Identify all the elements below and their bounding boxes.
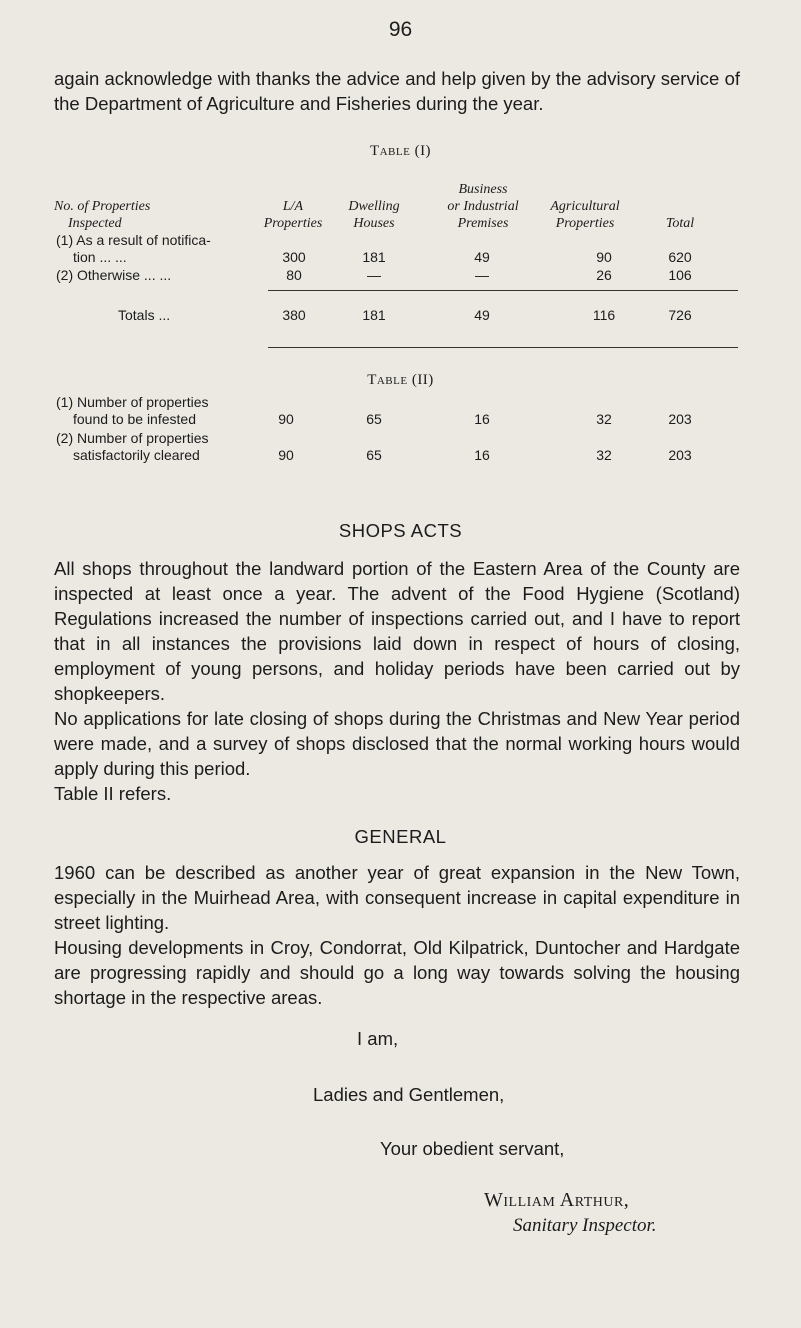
cell-dwelling: 65 — [366, 411, 382, 427]
total-agricultural: 116 — [592, 307, 616, 323]
signatory-title: Sanitary Inspector. — [513, 1215, 657, 1236]
general-paragraph-1: 1960 can be described as another year of great expansion in the New Town, especially in the Muirhead Area, with consequent increase in capital expenditure in street lighting. — [54, 862, 740, 933]
table1-rule-top — [268, 290, 738, 291]
shops-paragraph-3: Table II refers. — [54, 783, 172, 804]
header-no-of-properties: No. of Properties Inspected — [54, 199, 151, 231]
total-dwelling: 181 — [362, 307, 386, 323]
cell-agricultural: 90 — [596, 249, 612, 265]
cell-total: 620 — [668, 249, 692, 265]
cell-total: 203 — [668, 447, 692, 463]
cell-business: 16 — [474, 447, 490, 463]
row-label: (1) Number of properties found to be infested — [56, 394, 209, 427]
cell-dwelling: — — [367, 267, 381, 283]
cell-agricultural: 32 — [596, 447, 612, 463]
closing-salutation: Ladies and Gentlemen, — [313, 1084, 505, 1105]
cell-dwelling: 181 — [362, 249, 386, 265]
cell-la: 90 — [278, 447, 294, 463]
cell-agricultural: 26 — [596, 267, 612, 283]
cell-dwelling: 65 — [366, 447, 382, 463]
closing-servant: Your obedient servant, — [380, 1138, 565, 1159]
shops-acts-heading: SHOPS ACTS — [338, 520, 463, 541]
table1-caption: Table (I) — [369, 143, 432, 159]
general-paragraph-2: Housing developments in Croy, Condorrat, Old Kilpatrick, Duntocher and Hardgate are progressing rapidly and should go a long way towards solving the housing shortage in the respective areas. — [54, 937, 740, 1008]
cell-agricultural: 32 — [596, 411, 612, 427]
header-total: Total — [665, 216, 695, 231]
cell-business: 16 — [474, 411, 490, 427]
signatory-name: William Arthur, — [484, 1189, 630, 1211]
cell-total: 203 — [668, 411, 692, 427]
total-total: 726 — [668, 307, 692, 323]
page-number: 96 — [388, 18, 413, 41]
row-label: (2) Number of properties satisfactorily cleared — [56, 430, 209, 463]
totals-label: Totals ... — [118, 307, 171, 323]
total-business: 49 — [474, 307, 490, 323]
header-la-properties: L/A Properties — [263, 199, 323, 231]
header-business-premises: Business or Industrial Premises — [447, 182, 519, 231]
header-agricultural-properties: Agricultural Properties — [550, 199, 620, 231]
cell-la: 80 — [286, 267, 302, 283]
table1-rule-bottom — [268, 347, 738, 348]
closing-i-am: I am, — [357, 1028, 399, 1049]
intro-paragraph: again acknowledge with thanks the advice and help given by the advisory service of the Department of Agriculture and Fisheries during the year. — [54, 68, 740, 114]
table2-caption: Table (II) — [367, 372, 434, 388]
cell-business: — — [475, 267, 489, 283]
row-label: (2) Otherwise ... ... — [56, 267, 172, 283]
cell-business: 49 — [474, 249, 490, 265]
cell-la: 90 — [278, 411, 294, 427]
cell-total: 106 — [668, 267, 692, 283]
cell-la: 300 — [282, 249, 306, 265]
header-dwelling-houses: Dwelling Houses — [348, 199, 400, 231]
general-heading: GENERAL — [354, 826, 447, 847]
shops-paragraph-2: No applications for late closing of shops during the Christmas and New Year period were made, and a survey of shops disclosed that the normal working hours would apply during this period. — [54, 708, 740, 779]
total-la: 380 — [282, 307, 306, 323]
shops-paragraph-1: All shops throughout the landward portion of the Eastern Area of the County are inspected at least once a year. The advent of the Food Hygiene (Scotland) Regulations increased the number of inspections carried out, and I have to report that in all instances the provisions laid down in respect of hours of closing, employment of young persons, and holiday periods have been carried out by shopkeepers. — [54, 558, 740, 704]
row-label: (1) As a result of notifica- tion ... ... — [56, 232, 211, 265]
